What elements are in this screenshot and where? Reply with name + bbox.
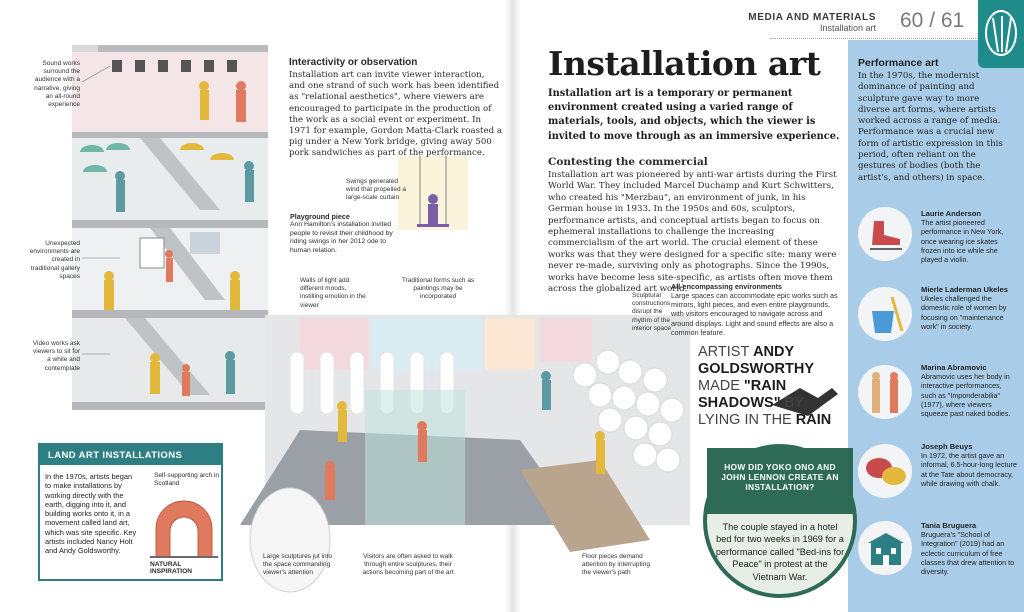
interactivity-body: Installation art can invite viewer interaction, and one strand of such work has been identified as "relational aesthetics", where viewers are encouraged to participate in the production of the work as a social event or experiment. In 1971 for example, Gordon Matta-Clark roasted a pig under a New York bridge, giving away 500 pork sandwiches as part of the performance. xyxy=(289,70,502,159)
annotation-large-sculptures: Large sculptures jut into the space commanding viewer's attention xyxy=(263,553,333,577)
artist-name: Tania Bruguera xyxy=(921,521,977,530)
all-encompassing-body: Large spaces can accommodate epic works such as mirrors, light pieces, and even entire playgrounds, with visitors encouraged to navigate across and around displays. Light and sound effects are also a common feature. xyxy=(671,291,838,337)
annotation-sound-works: Sound works surround the audience with a narrative, giving an all-round experience xyxy=(34,60,80,109)
section-title: MEDIA AND MATERIALS xyxy=(748,12,876,23)
section-subtitle: Installation art xyxy=(819,23,876,33)
annotation-swings: Swings generated wind that propelled a large-scale curtain xyxy=(346,178,406,202)
artist-laurie-anderson xyxy=(921,209,1017,264)
playground-heading: Playground piece xyxy=(290,212,350,221)
land-art-body: In the 1970s, artists began to make installations by working directly with the earth, digging into it, and building works onto it, in a movement called land art, which was site specific. Key artists included Nancy Holt and Andy Goldsworthy. xyxy=(45,472,137,556)
land-art-caption: NATURAL INSPIRATION xyxy=(150,561,193,575)
quote-part: ARTIST xyxy=(698,344,754,360)
quote-highlight: "RAIN SHADOWS" xyxy=(698,378,787,411)
annotation-walls-of-light: Walls of light add different moods, instilling emotion in the viewer xyxy=(300,277,366,309)
playground-body: Ann Hamilton's installation invited people to revisit their childhood by riding swings in her 2012 ode to human relation. xyxy=(290,221,393,254)
land-art-box xyxy=(38,443,223,581)
land-art-arch-label: Self-supporting arch in Scotland xyxy=(154,472,220,488)
artist-description: Abramovic uses her body in interactive performances, such as "Imponderabilia" (1977), where viewers squeeze past naked bodies. xyxy=(921,372,1011,419)
paint-palette-icon xyxy=(984,8,1018,58)
artist-description: Ukeles challenged the domestic role of women by focusing on "maintenance work" in society. xyxy=(921,294,1007,331)
header-rule xyxy=(770,38,978,39)
all-encompassing-heading: All-encompassing environments xyxy=(671,282,783,291)
annotation-video-works: Video works ask viewers to sit for a while and contemplate xyxy=(32,340,80,372)
artist-name: Mierle Laderman Ukeles xyxy=(921,285,1008,294)
interactivity-heading: Interactivity or observation xyxy=(289,57,418,68)
artist-description: The artist pioneered performance in New York, once wearing ice skates frozen into ice while she played a violin. xyxy=(921,218,1004,265)
callout-question: HOW DID YOKO ONO AND JOHN LENNON CREATE AN INSTALLATION? xyxy=(721,462,839,493)
artist-name: Joseph Beuys xyxy=(921,442,973,451)
yoko-ono-callout xyxy=(703,444,857,598)
callout-answer: The couple stayed in a hotel bed for two weeks in 1969 for a performance called "Bed-ins for Peace" in protest at the Vietnam War. xyxy=(715,522,845,582)
artist-description: In 1972, the artist gave an informal, 6.5-hour-long lecture at the Tate about democracy, while drawing with chalk. xyxy=(921,451,1017,488)
lead-paragraph: Installation art is a temporary or permanent environment created using a varied range of materials, tools, and objects, which the viewer is invited to move through as an immersive experience. xyxy=(548,88,840,142)
speech-bubbles-icon xyxy=(858,444,912,498)
quote-part: MADE xyxy=(698,378,744,394)
goldsworthy-quote xyxy=(698,344,846,429)
artist-name: Laurie Anderson xyxy=(921,209,982,218)
artist-mierle-laderman-ukeles xyxy=(921,285,1017,331)
quote-part: BY LYING IN THE xyxy=(698,395,804,428)
annotation-unexpected-environments: Unexpected environments are created in traditional gallery spaces xyxy=(29,240,80,280)
performance-art-heading: Performance art xyxy=(858,57,939,69)
page-title: Installation art xyxy=(548,44,821,83)
artist-tania-bruguera xyxy=(921,521,1017,576)
contesting-heading: Contesting the commercial xyxy=(548,156,708,168)
annotation-floor-pieces: Floor pieces demand attention by interrupting the viewer's path xyxy=(582,553,650,577)
artist-joseph-beuys xyxy=(921,442,1017,488)
ice-skate-icon xyxy=(858,207,912,261)
two-figures-icon xyxy=(858,365,912,419)
page-numbers: 60 / 61 xyxy=(900,9,965,32)
artist-description: Bruguera's "School of Integration" (2019) had an eclectic curriculum of free classes that drew attention to diversity. xyxy=(921,530,1015,577)
quote-highlight: ANDY GOLDSWORTHY xyxy=(698,344,814,377)
running-header xyxy=(748,12,876,33)
artist-marina-abramovic xyxy=(921,363,1017,418)
annotation-visitors: Visitors are often asked to walk through entire sculptures, their actions becoming part of the art xyxy=(362,553,454,577)
annotation-sculptural-constructions: Sculptural constructions disrupt the rhythm of the interior space xyxy=(632,292,672,332)
contesting-body: Installation art was pioneered by anti-war artists during the First World War. They included Marcel Duchamp and Kurt Schwitters, who created his "Merzbau", an environment of junk, in his German house in 1933. In the 1950s and 60s, sculptors, performance artists, and conceptual artists began to focus on ephemeral installations to challenge the increasing commercialism of the art world. The crucial element of these works was that they were designed for a specific site: many were never re-made, surviving only as photographs. Since the 1990s, works have become less site-specific, as artists often move them across the globalized art world. xyxy=(548,170,837,295)
palette-tab xyxy=(978,0,1024,68)
performance-art-body: In the 1970s, the modernist dominance of painting and sculpture gave way to more diverse art forms, where artists worked across a range of media. Performance was a crucial new form of artistic expression in this period, often reliant on the gestures of bodies (both the artist's, and others) in space. xyxy=(858,71,1003,183)
stone-arch-icon xyxy=(150,495,220,560)
annotation-traditional-forms: Traditional forms such as paintings may be incorporated xyxy=(401,277,475,301)
artist-name: Marina Abramovic xyxy=(921,363,987,372)
school-building-icon xyxy=(858,521,912,575)
land-art-title: LAND ART INSTALLATIONS xyxy=(48,450,183,461)
quote-highlight: RAIN xyxy=(795,412,832,428)
mop-bucket-icon xyxy=(858,287,912,341)
